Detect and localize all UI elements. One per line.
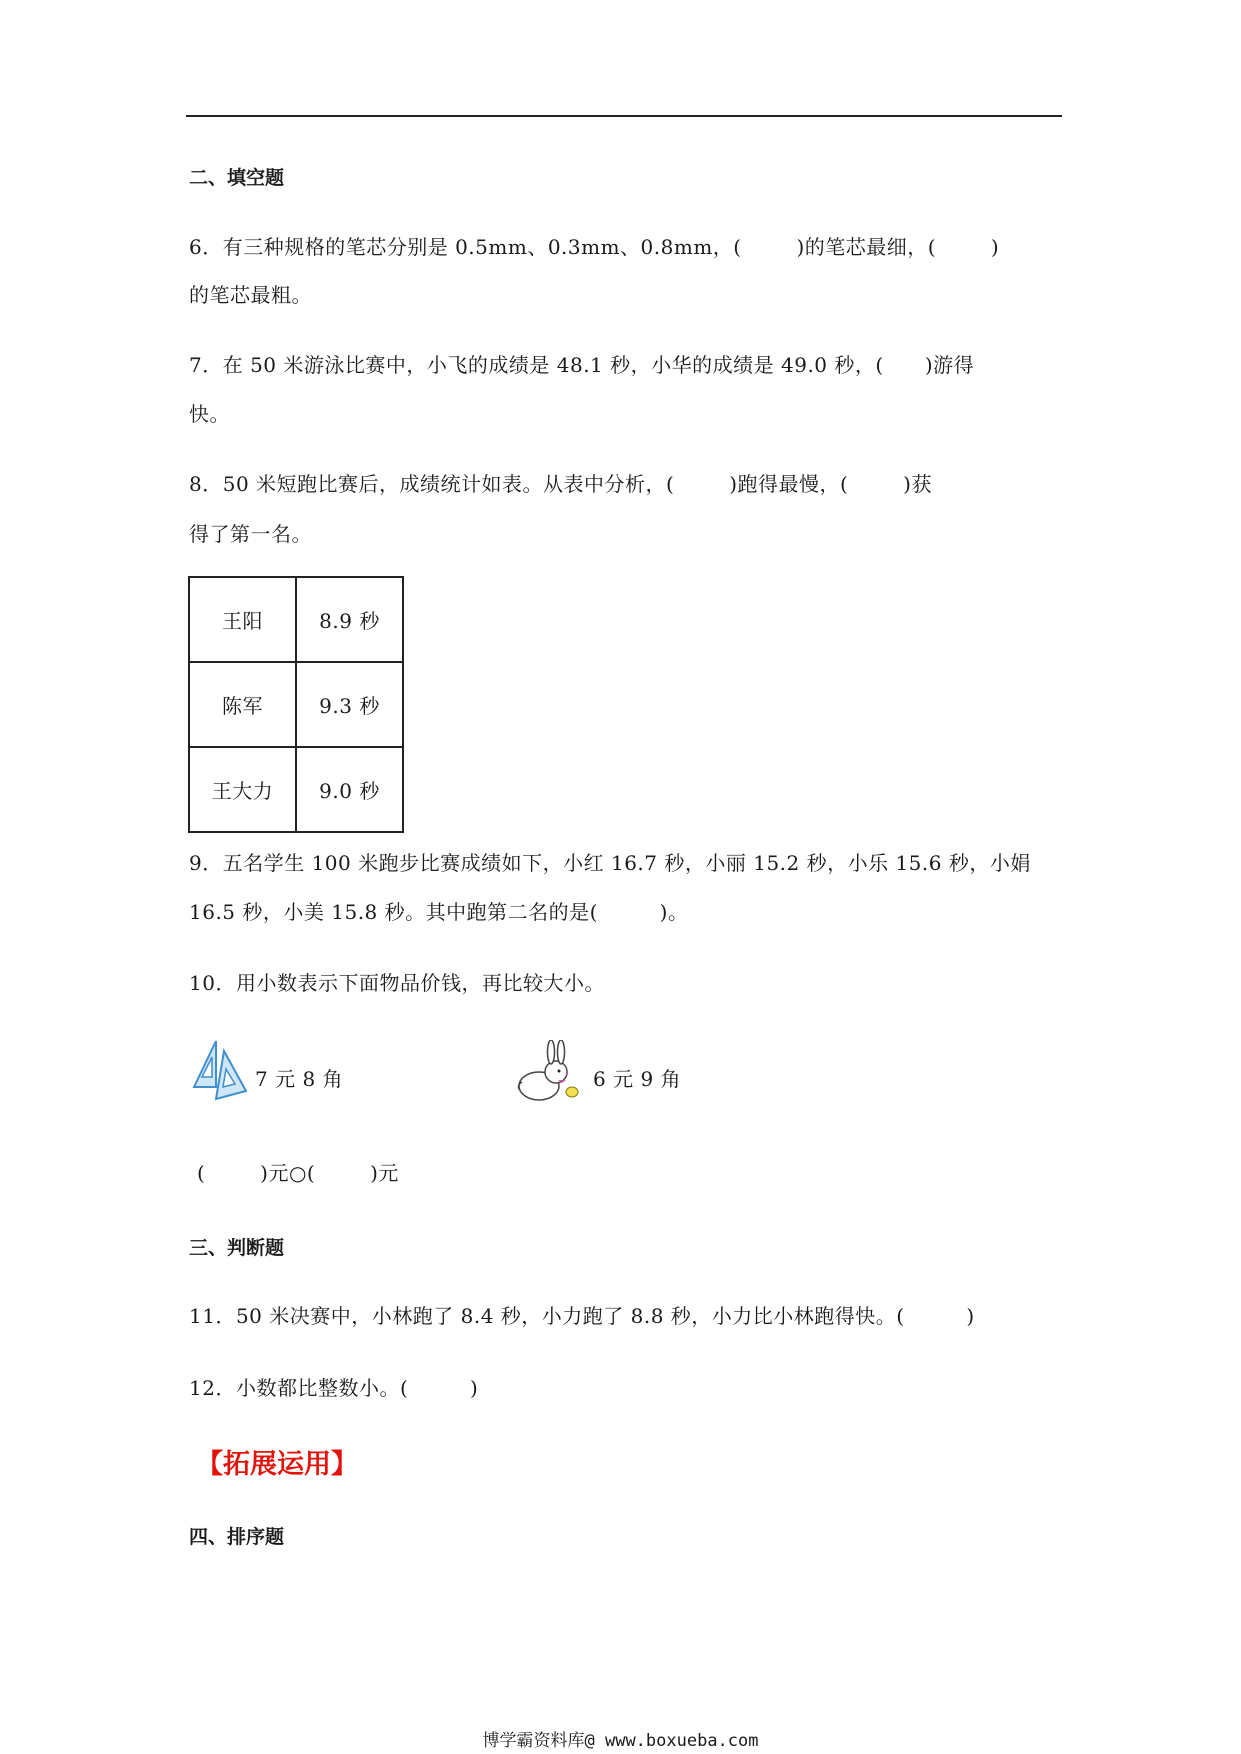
rabbit-icon	[514, 1040, 584, 1106]
table-cell-name: 陈军	[189, 662, 296, 747]
item1-price: 7 元 8 角	[255, 1067, 344, 1091]
table-cell-name: 王阳	[189, 577, 296, 662]
footer-watermark: 博学霸资料库@ www.boxueba.com	[482, 1731, 759, 1751]
q8-line1: 8．50 米短跑比赛后，成绩统计如表。从表中分析，( )跑得最慢，( )获	[189, 472, 932, 496]
section-fill-heading: 二、填空题	[189, 167, 285, 189]
q11: 11．50 米决赛中，小林跑了 8.4 秒，小力跑了 8.8 秒，小力比小林跑得快。( )	[189, 1304, 975, 1328]
table-cell-time: 9.3 秒	[296, 662, 403, 747]
q8-line2: 得了第一名。	[189, 522, 312, 546]
item2-price: 6 元 9 角	[593, 1067, 682, 1091]
table-row	[189, 662, 403, 747]
score-table	[188, 576, 404, 833]
table-cell-time: 8.9 秒	[296, 577, 403, 662]
table-cell-name: 王大力	[189, 747, 296, 832]
table-cell-time: 9.0 秒	[296, 747, 403, 832]
q10-line1: 10．用小数表示下面物品价钱，再比较大小。	[189, 971, 605, 995]
extend-heading: 【拓展运用】	[196, 1449, 358, 1480]
q12: 12．小数都比整数小。( )	[189, 1376, 479, 1400]
table-row	[189, 747, 403, 832]
q9-line2: 16.5 秒，小美 15.8 秒。其中跑第二名的是( )。	[189, 900, 689, 924]
q6-line2: 的笔芯最粗。	[189, 283, 312, 307]
q6-line1: 6．有三种规格的笔芯分别是 0.5mm、0.3mm、0.8mm，( )的笔芯最细，( )	[189, 235, 1000, 259]
q7-line2: 快。	[189, 402, 230, 426]
q10-compare: ( )元○( )元	[197, 1161, 399, 1185]
q9-line1: 9．五名学生 100 米跑步比赛成绩如下，小红 16.7 秒，小丽 15.2 秒，小乐 15.6 秒，小娟	[189, 851, 1031, 875]
q7-line1: 7．在 50 米游泳比赛中，小飞的成绩是 48.1 秒，小华的成绩是 49.0 秒，( )游得	[189, 353, 975, 377]
section-sort-heading: 四、排序题	[189, 1526, 285, 1548]
table-row	[189, 577, 403, 662]
triangle-rulers-icon	[190, 1037, 250, 1103]
section-judge-heading: 三、判断题	[189, 1237, 285, 1259]
header-rule	[186, 115, 1062, 117]
